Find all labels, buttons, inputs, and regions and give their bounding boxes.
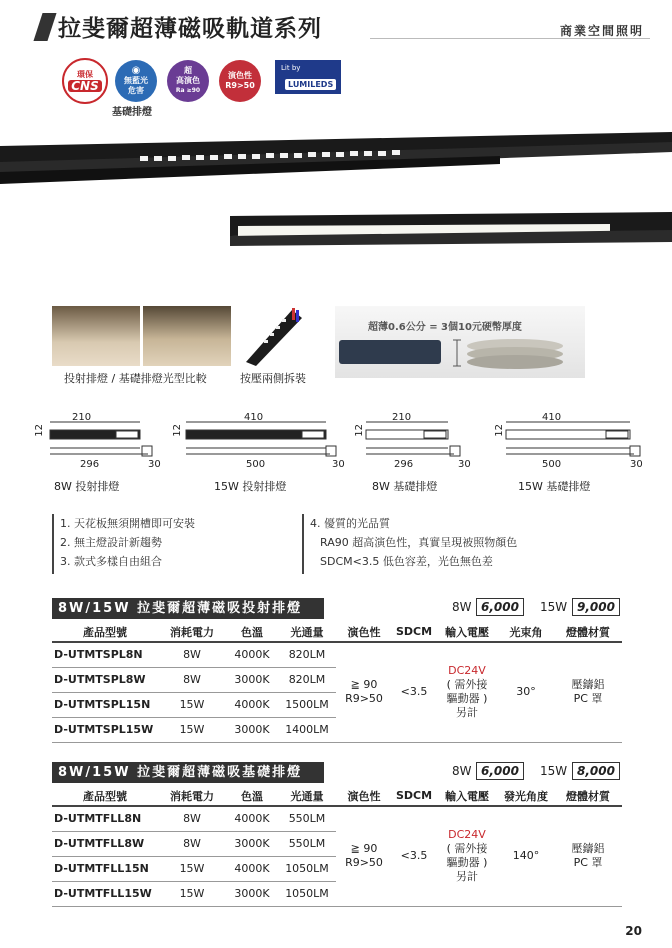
dim-8w-spot-bottom: 296 (80, 459, 100, 470)
table2-price-8w-label: 8W (452, 764, 472, 778)
table2-price-15w: 8,000 (572, 762, 620, 780)
table1-spec (52, 622, 622, 743)
table-header: 光通量 (278, 786, 336, 806)
lumen-cell: 1500LM (278, 692, 336, 717)
voltage-line3: 驅動器 ) (446, 856, 488, 870)
flood-light-effect-photo (143, 306, 231, 366)
table-header: 光束角 (498, 622, 554, 642)
spot-light-effect-photo (52, 306, 140, 366)
cns-text: CNS (68, 80, 102, 92)
table-header: 色溫 (226, 786, 278, 806)
dim-15w-flood-side: 30 (630, 459, 643, 470)
material-line1: 壓鑄鋁 (571, 842, 605, 856)
dim-8w-flood-top: 210 (392, 412, 412, 423)
lumen-cell: 550LM (278, 831, 336, 856)
cct-cell: 4000K (226, 806, 278, 831)
lumen-cell: 1050LM (278, 881, 336, 906)
voltage-line2: ( 需外接 (446, 678, 488, 692)
feature-item: RA90 超高演色性，真實呈現被照物顏色 (320, 536, 518, 549)
dim-15w-flood-bottom: 500 (542, 459, 562, 470)
dim-8w-flood-caption: 8W 基礎排燈 (372, 480, 438, 493)
angle-cell: 30° (498, 642, 554, 742)
dim-8w-spot-top: 210 (72, 412, 92, 423)
feature-list-left (60, 514, 195, 571)
press-detach-photo (236, 306, 308, 366)
table2-header-row (52, 786, 622, 806)
model-cell: D-UTMTFLL15N (52, 856, 158, 881)
dim-8w-flood-height: 12 (354, 424, 365, 437)
lumileds-name: LUMILEDS (285, 79, 336, 90)
flood-track-render (230, 212, 672, 248)
model-cell: D-UTMTSPL15N (52, 692, 158, 717)
table-header: 光通量 (278, 622, 336, 642)
cct-cell: 3000K (226, 717, 278, 742)
table2-spec (52, 786, 622, 907)
power-cell: 15W (158, 692, 226, 717)
power-cell: 8W (158, 642, 226, 667)
cns-badge (62, 58, 108, 104)
feature-item: 3. 款式多樣自由組合 (60, 555, 162, 568)
no-blue-line1: 無藍光 (124, 76, 148, 85)
power-cell: 8W (158, 806, 226, 831)
angle-cell: 140° (498, 806, 554, 906)
material-line2: PC 罩 (573, 692, 603, 706)
table-header: 燈體材質 (554, 622, 622, 642)
voltage-line3: 驅動器 ) (446, 692, 488, 706)
page-number: 20 (625, 924, 642, 938)
cct-cell: 4000K (226, 642, 278, 667)
no-blue-line2: 危害 (128, 86, 144, 95)
eye-icon: ◉ (131, 65, 141, 76)
table1-price-15w-label: 15W (540, 600, 568, 614)
table1-price-8w: 6,000 (476, 598, 524, 616)
table-header: SDCM (392, 622, 436, 642)
cct-cell: 4000K (226, 692, 278, 717)
feature-item: 2. 無主燈設計新趨勢 (60, 536, 162, 549)
voltage-cell (436, 806, 498, 906)
table-header: 輸入電壓 (436, 786, 498, 806)
dim-15w-flood-caption: 15W 基礎排燈 (518, 480, 591, 493)
dim-8w-flood-bottom: 296 (394, 459, 414, 470)
lit-by-text: Lit by (281, 64, 301, 72)
table-header: 產品型號 (52, 786, 158, 806)
lumen-cell: 820LM (278, 642, 336, 667)
table1-price-8w-label: 8W (452, 600, 472, 614)
table-header: 發光角度 (498, 786, 554, 806)
lumen-cell: 820LM (278, 667, 336, 692)
table-header: 消耗電力 (158, 622, 226, 642)
title-slash-mark (33, 13, 56, 41)
model-cell: D-UTMTFLL8N (52, 806, 158, 831)
table-header: 色溫 (226, 622, 278, 642)
r9-line1: 演色性 (228, 71, 252, 80)
compare-caption: 投射排燈 / 基礎排燈光型比較 (64, 372, 207, 385)
voltage-cell (436, 642, 498, 742)
cri-line1: ≧ 90 (350, 842, 378, 856)
table-header: SDCM (392, 786, 436, 806)
high-cri-line2: 高演色 (176, 76, 200, 85)
cri-cell (336, 806, 392, 906)
table-header: 產品型號 (52, 622, 158, 642)
power-cell: 8W (158, 667, 226, 692)
cct-cell: 3000K (226, 831, 278, 856)
cri-line1: ≧ 90 (350, 678, 378, 692)
sdcm-cell: <3.5 (392, 642, 436, 742)
feature-item: SDCM<3.5 低色容差，光色無色差 (320, 555, 493, 568)
cri-line2: R9>50 (345, 856, 383, 870)
sdcm-cell: <3.5 (392, 806, 436, 906)
lumen-cell: 550LM (278, 806, 336, 831)
cct-cell: 3000K (226, 881, 278, 906)
dim-8w-spot-height: 12 (34, 424, 45, 437)
lumen-cell: 1050LM (278, 856, 336, 881)
power-cell: 15W (158, 856, 226, 881)
spot-track-render (0, 132, 672, 190)
lumileds-logo (275, 60, 341, 94)
cri-line2: R9>50 (345, 692, 383, 706)
feature-list-right (310, 514, 517, 571)
dim-8w-spot-side: 30 (148, 459, 161, 470)
high-cri-line1: 超 (184, 66, 192, 75)
brand-label: 商業空間照明 (559, 24, 644, 38)
power-cell: 15W (158, 717, 226, 742)
voltage-line4: 另計 (456, 870, 478, 884)
page-title: 拉斐爾超薄磁吸軌道系列 (58, 16, 322, 42)
table1-title: 8W/15W 拉斐爾超薄磁吸投射排燈 (52, 598, 324, 619)
model-cell: D-UTMTFLL8W (52, 831, 158, 856)
table-header: 輸入電壓 (436, 622, 498, 642)
model-cell: D-UTMTSPL8W (52, 667, 158, 692)
dim-15w-spot-top: 410 (244, 412, 264, 423)
table-header: 消耗電力 (158, 786, 226, 806)
material-cell (554, 642, 622, 742)
model-cell: D-UTMTSPL8N (52, 642, 158, 667)
voltage-line2: ( 需外接 (446, 842, 488, 856)
cct-cell: 4000K (226, 856, 278, 881)
cri-cell (336, 642, 392, 742)
feature-bar-left (52, 514, 54, 574)
feature-bar-right (302, 514, 304, 574)
table1-header-row (52, 622, 622, 642)
press-caption: 按壓兩側拆裝 (240, 372, 306, 385)
dim-15w-spot-side: 30 (332, 459, 345, 470)
dim-8w-spot-caption: 8W 投射排燈 (54, 480, 120, 493)
table2-price-15w-label: 15W (540, 764, 568, 778)
high-cri-line3: Ra ≥90 (175, 87, 201, 94)
material-line2: PC 罩 (573, 856, 603, 870)
r9-line2: R9>50 (225, 81, 255, 90)
table-header: 演色性 (336, 786, 392, 806)
thin-note: 超薄0.6公分 = 3個10元硬幣厚度 (368, 322, 522, 333)
lumen-cell: 1400LM (278, 717, 336, 742)
r9-badge (219, 60, 261, 102)
material-cell (554, 806, 622, 906)
badge-caption: 基礎排燈 (112, 107, 152, 118)
table-row (52, 806, 622, 831)
dim-15w-flood-height: 12 (494, 424, 505, 437)
table-row (52, 642, 622, 667)
dim-15w-spot-caption: 15W 投射排燈 (214, 480, 287, 493)
feature-item: 1. 天花板無須開槽即可安裝 (60, 517, 195, 530)
thin-profile-photo (335, 306, 585, 378)
table2-price-8w: 6,000 (476, 762, 524, 780)
table-header: 演色性 (336, 622, 392, 642)
high-cri-badge (167, 60, 209, 102)
voltage-line1: DC24V (448, 828, 486, 842)
cct-cell: 3000K (226, 667, 278, 692)
cns-top-text: 環保 (77, 70, 93, 79)
voltage-line4: 另計 (456, 706, 478, 720)
table1-price-15w: 9,000 (572, 598, 620, 616)
dim-8w-flood-side: 30 (458, 459, 471, 470)
no-blue-light-badge (115, 60, 157, 102)
table-header: 燈體材質 (554, 786, 622, 806)
table2-title: 8W/15W 拉斐爾超薄磁吸基礎排燈 (52, 762, 324, 783)
model-cell: D-UTMTFLL15W (52, 881, 158, 906)
model-cell: D-UTMTSPL15W (52, 717, 158, 742)
dim-15w-spot-height: 12 (172, 424, 183, 437)
power-cell: 15W (158, 881, 226, 906)
power-cell: 8W (158, 831, 226, 856)
material-line1: 壓鑄鋁 (571, 678, 605, 692)
dim-15w-flood-top: 410 (542, 412, 562, 423)
feature-item: 4. 優質的光品質 (310, 517, 390, 530)
voltage-line1: DC24V (448, 664, 486, 678)
dim-15w-spot-bottom: 500 (246, 459, 266, 470)
